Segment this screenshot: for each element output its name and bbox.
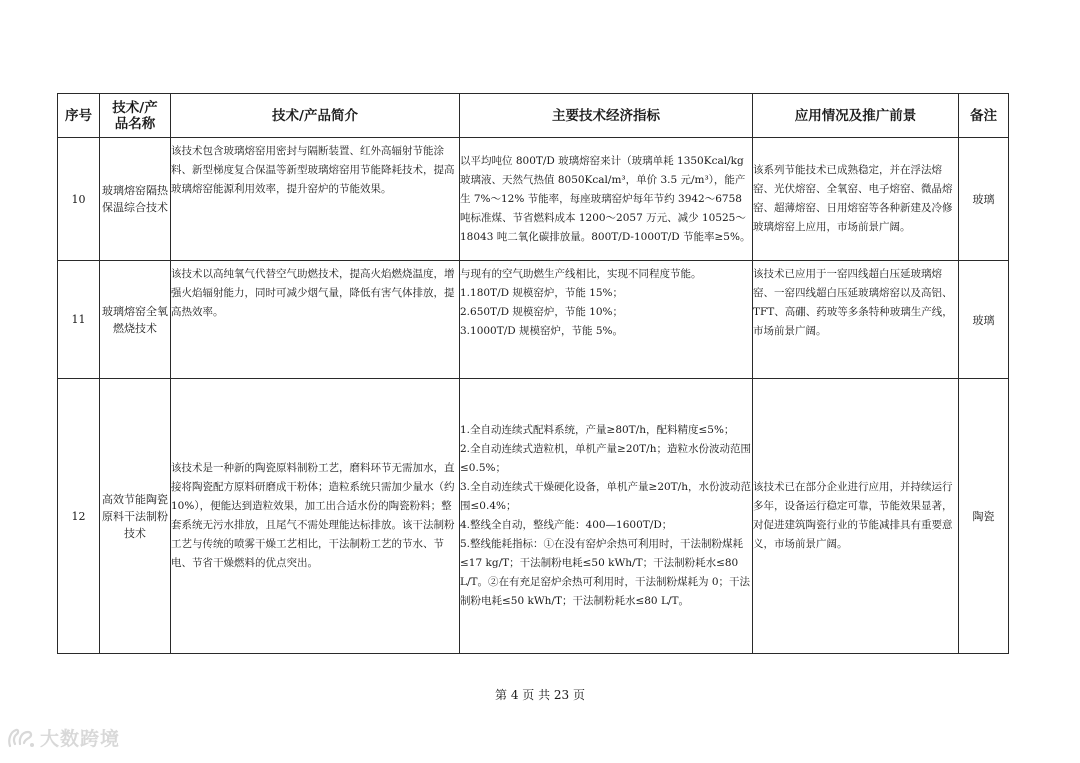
indicator-line: 3.1000T/D 规模窑炉，节能 5%。 bbox=[460, 325, 624, 337]
row-number: 10 bbox=[58, 138, 100, 261]
header-no: 序号 bbox=[58, 94, 100, 138]
application-text: 该系列节能技术已成熟稳定，并在浮法熔窑、光伏熔窑、全氧窑、电子熔窑、微晶熔窑、超薄熔窑、日用熔窑等各种新建及冷修玻璃熔窑上应用，市场前景广阔。 bbox=[753, 164, 953, 233]
application-text: 该技术已应用于一窑四线超白压延玻璃熔窑、一窑四线超白压延玻璃熔窑以及高铝、TFT、高硼、药玻等多条特种玻璃生产线，市场前景广阔。 bbox=[753, 268, 953, 337]
row-name: 玻璃熔窑隔热保温综合技术 bbox=[100, 138, 171, 261]
row-application bbox=[753, 261, 959, 379]
table-header-row bbox=[58, 94, 1009, 138]
header-application: 应用情况及推广前景 bbox=[753, 94, 959, 138]
row-note: 玻璃 bbox=[959, 138, 1009, 261]
description-text: 该技术以高纯氧气代替空气助燃技术，提高火焰燃烧温度，增强火焰辐射能力，同时可减少烟气量，降低有害气体排放，提高热效率。 bbox=[171, 268, 455, 318]
row-note: 陶瓷 bbox=[959, 379, 1009, 654]
row-indicators bbox=[460, 138, 753, 261]
watermark bbox=[6, 724, 120, 751]
row-indicators bbox=[460, 379, 753, 654]
table-row bbox=[58, 379, 1009, 654]
application-text: 该技术已在部分企业进行应用，并持续运行多年，设备运行稳定可靠，节能效果显著，对促进建筑陶瓷行业的节能减排具有重要意义，市场前景广阔。 bbox=[753, 481, 953, 550]
row-application bbox=[753, 138, 959, 261]
indicator-line: 2.全自动连续式造粒机，单机产量≥20T/h；造粒水份波动范围≤0.5%； bbox=[460, 443, 751, 474]
row-description bbox=[171, 379, 460, 654]
row-description bbox=[171, 261, 460, 379]
indicator-line: 5.整线能耗指标：①在没有窑炉余热可利用时，干法制粉煤耗≤17 kg/T；干法制粉电耗≤50 kWh/T；干法制粉耗水≤80 L/T。②在有充足窑炉余热可利用时，干法制粉煤耗为 0；干法制粉电耗≤50 kWh/T；干法制粉耗水≤80 L/T。 bbox=[460, 538, 751, 607]
indicator-line: 2.650T/D 规模窑炉，节能 10%； bbox=[460, 306, 624, 318]
indicator-line: 3.全自动连续式干燥硬化设备，单机产量≥20T/h，水份波动范围≤0.4%； bbox=[460, 481, 751, 512]
header-indicators: 主要技术经济指标 bbox=[460, 94, 753, 138]
row-name: 玻璃熔窑全氧燃烧技术 bbox=[100, 261, 171, 379]
indicator-line: 以平均吨位 800T/D 玻璃熔窑来计（玻璃单耗 1350Kcal/kg 玻璃液、天然气热值 8050Kcal/m³，单价 3.5 元/m³），能产生 7%～12% 节能率，每座玻璃窑炉每年节约 3942～6758 吨标准煤、节省燃料成本 1200～2057 万元、减少 10525～18043 吨二氧化碳排放量。800T/D-1000T/D 节能率≥5%。 bbox=[460, 154, 751, 243]
table-row bbox=[58, 138, 1009, 261]
page-footer: 第 4 页 共 23 页 bbox=[495, 688, 585, 702]
row-note: 玻璃 bbox=[959, 261, 1009, 379]
row-name: 高效节能陶瓷原料干法制粉技术 bbox=[100, 379, 171, 654]
watermark-text: 大数跨境 bbox=[40, 728, 121, 750]
header-name: 技术/产品名称 bbox=[100, 94, 171, 138]
watermark-logo-icon bbox=[6, 726, 36, 750]
row-number: 12 bbox=[58, 379, 100, 654]
technology-table bbox=[57, 93, 1009, 654]
row-description bbox=[171, 138, 460, 261]
indicator-line: 4.整线全自动，整线产能：400—1600T/D； bbox=[460, 519, 673, 531]
table-row bbox=[58, 261, 1009, 379]
header-note: 备注 bbox=[959, 94, 1009, 138]
indicator-line: 与现有的空气助燃生产线相比，实现不同程度节能。 bbox=[460, 268, 702, 280]
row-number: 11 bbox=[58, 261, 100, 379]
row-indicators bbox=[460, 261, 753, 379]
row-application bbox=[753, 379, 959, 654]
header-desc: 技术/产品简介 bbox=[171, 94, 460, 138]
indicator-line: 1.全自动连续式配料系统，产量≥80T/h，配料精度≤5%； bbox=[460, 424, 735, 436]
description-text: 该技术是一种新的陶瓷原料制粉工艺，磨料环节无需加水，直接将陶瓷配方原料研磨成干粉体；造粒系统只需加少量水（约 10%），便能达到造粒效果，加工出合适水份的陶瓷粉料；整套系统无污水排放，且尾气不需处理能达标排放。该干法制粉工艺与传统的喷雾干燥工艺相比，干法制粉工艺的节水、节电、节省干燥燃料的优点突出。 bbox=[171, 462, 455, 569]
description-text: 该技术包含玻璃熔窑用密封与隔断装置、红外高辐射节能涂料、新型梯度复合保温等新型玻璃熔窑用节能降耗技术，提高玻璃熔窑能源利用效率，提升窑炉的节能效果。 bbox=[171, 145, 455, 195]
indicator-line: 1.180T/D 规模窑炉，节能 15%； bbox=[460, 287, 624, 299]
